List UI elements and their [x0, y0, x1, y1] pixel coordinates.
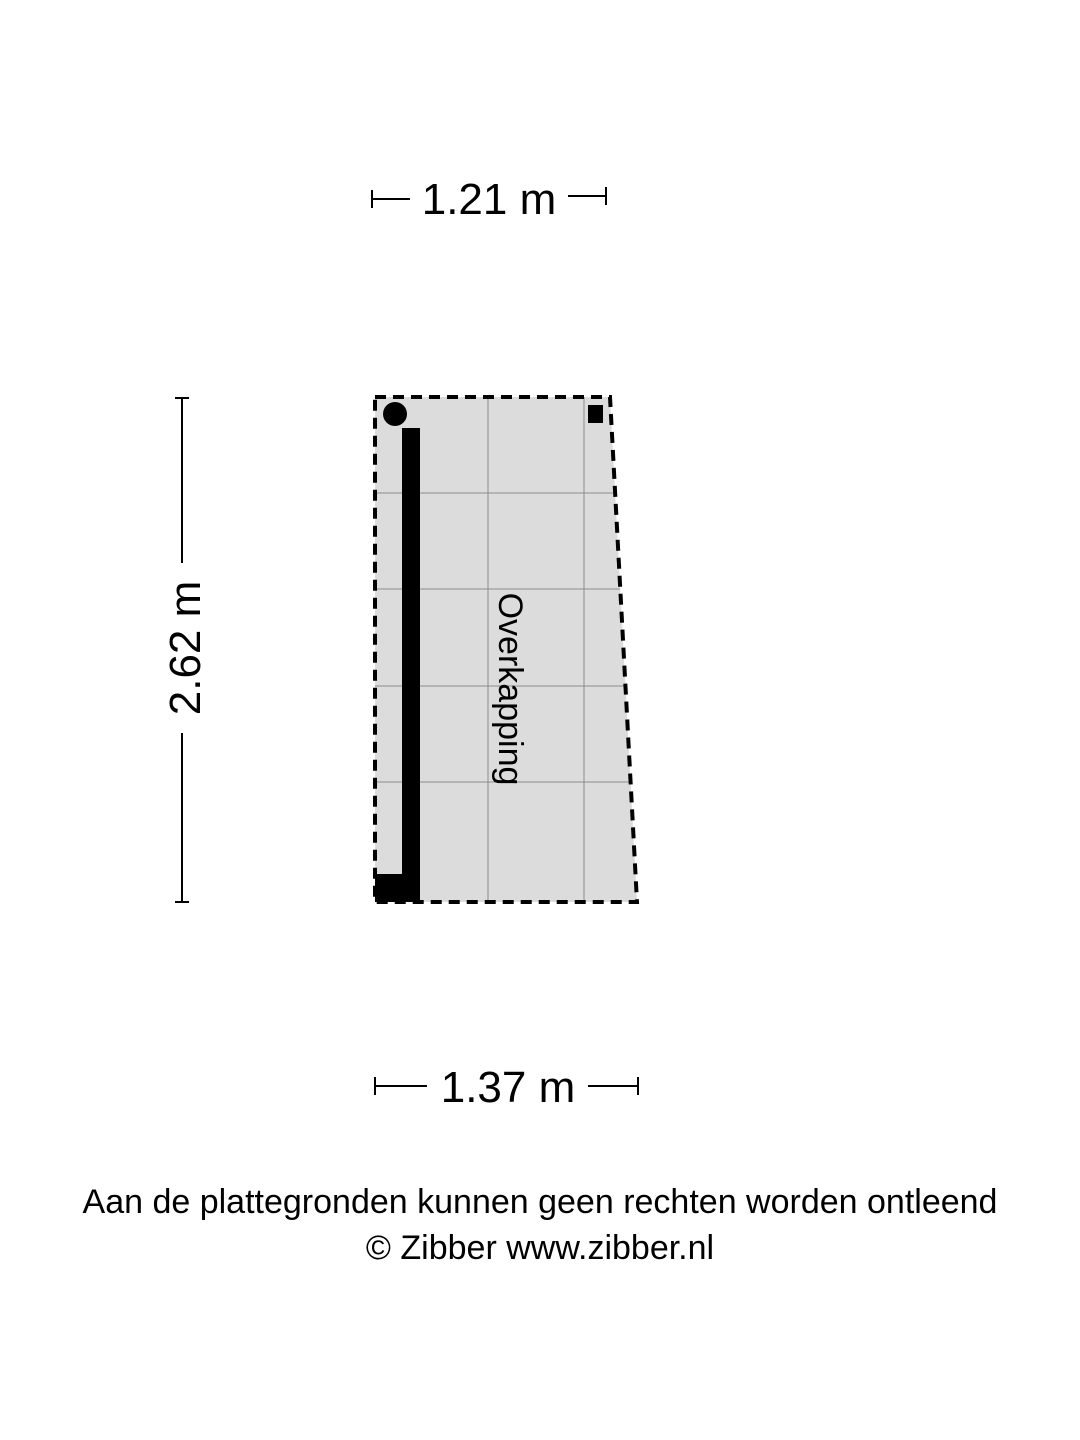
dimension-bottom-width: [375, 1063, 638, 1112]
wall-vertical: [402, 428, 420, 902]
disclaimer-text: Aan de plattegronden kunnen geen rechten worden ontleend: [82, 1183, 998, 1221]
copyright-text: © Zibber www.zibber.nl: [365, 1229, 715, 1267]
wall-foot: [375, 874, 420, 902]
round-post-marker: [383, 402, 407, 426]
dimension-top-width: [372, 175, 606, 224]
dimension-top-label: 1.21 m: [421, 175, 557, 224]
square-post-marker: [588, 405, 603, 423]
room-overkapping: [375, 397, 637, 902]
dimension-left-height: [161, 398, 210, 902]
dimension-bottom-label: 1.37 m: [440, 1063, 576, 1112]
room-label: Overkapping: [491, 592, 529, 786]
dimension-left-label: 2.62 m: [161, 580, 210, 716]
